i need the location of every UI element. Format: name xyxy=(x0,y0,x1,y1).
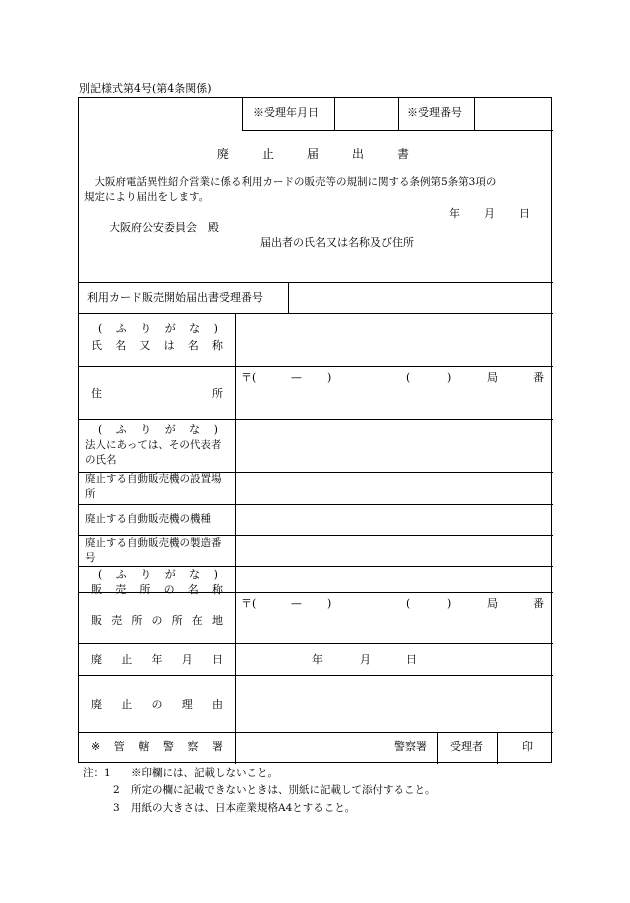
shop-phone-number: 番 xyxy=(533,597,544,610)
name-label: 氏 名 又 は 名 称 xyxy=(91,339,223,352)
model-label: 廃止する自動販売機の機種 xyxy=(85,513,211,525)
rule xyxy=(242,130,553,131)
rule xyxy=(79,366,553,367)
shop-name-label: 販 売 所 の 名 称 xyxy=(91,583,223,596)
submission-date-day: 日 xyxy=(519,207,530,220)
reason-label: 廃 止 の 理 由 xyxy=(91,698,223,711)
note-prefix: 注：1 xyxy=(83,767,111,779)
shop-phone-close: ) xyxy=(447,597,452,610)
shop-location-label: 販 売 所 の 所 在 地 xyxy=(91,614,223,627)
install-place-label: 廃止する自動販売機の設置場所 xyxy=(85,473,222,500)
note-1: ※印欄には、記載しないこと。 xyxy=(131,767,278,779)
note-3-number: 3 xyxy=(113,802,120,814)
reception-date-label: ※受理年月日 xyxy=(253,106,319,119)
postal-dash: — xyxy=(291,371,302,384)
rule xyxy=(79,643,553,644)
rule xyxy=(79,675,553,676)
phone-number: 番 xyxy=(533,371,544,384)
rule xyxy=(79,313,553,314)
rule xyxy=(334,98,335,130)
name-furigana-label: ( ふ り が な ) xyxy=(98,322,218,335)
addressee: 大阪府公安委員会 殿 xyxy=(109,221,219,234)
notifier-label: 届出者の氏名又は名称及び住所 xyxy=(260,236,414,249)
rule xyxy=(437,732,438,764)
receiver-label: 受理者 xyxy=(450,740,483,753)
start-number-label: 利用カード販売開始届出書受理番号 xyxy=(87,291,263,304)
shop-furigana-label: ( ふ り が な ) xyxy=(98,568,218,581)
phone-close: ) xyxy=(447,371,452,384)
rule xyxy=(79,732,553,733)
submission-date-month: 月 xyxy=(484,207,495,220)
shop-postal-close: ) xyxy=(327,597,332,610)
note-2-number: 2 xyxy=(113,784,120,796)
shop-phone-open: ( xyxy=(406,597,411,610)
note-3: 用紙の大きさは、日本産業規格A4とすること。 xyxy=(131,802,356,814)
postal-mark: 〒( xyxy=(241,371,257,384)
note-2: 所定の欄に記載できないときは、別紙に記載して添付すること。 xyxy=(131,784,436,796)
reception-number-label: ※受理番号 xyxy=(407,106,462,119)
phone-station: 局 xyxy=(487,371,498,384)
rule xyxy=(474,98,475,130)
rule xyxy=(79,419,553,420)
submission-date-year: 年 xyxy=(449,207,460,220)
rep-furigana-label: ( ふ り が な ) xyxy=(98,423,218,436)
form-title: 廃 止 届 出 書 xyxy=(217,147,409,161)
statement-line1: 大阪府電話異性紹介営業に係る利用カードの販売等の規制に関する条例第5条第3項の xyxy=(84,176,497,188)
rule xyxy=(79,566,553,567)
rule xyxy=(79,504,553,505)
phone-open: ( xyxy=(406,371,411,384)
rule xyxy=(235,313,236,764)
form-reference: 別記様式第4号(第4条関係) xyxy=(79,82,212,95)
abolish-date-month: 月 xyxy=(360,653,371,666)
address-label: 住 所 xyxy=(91,387,223,400)
postal-close: ) xyxy=(327,371,332,384)
abolish-date-label: 廃 止 年 月 日 xyxy=(91,653,223,666)
police-label: ※ 管 轄 警 察 署 xyxy=(91,740,223,753)
rule xyxy=(79,282,553,283)
serial-label: 廃止する自動販売機の製造番号 xyxy=(85,537,222,564)
rule xyxy=(497,732,498,764)
abolish-date-year: 年 xyxy=(312,653,323,666)
statement-line2: 規定により届出をします。 xyxy=(84,191,210,203)
seal-label: 印 xyxy=(522,740,533,753)
shop-phone-station: 局 xyxy=(487,597,498,610)
shop-postal-mark: 〒( xyxy=(241,597,257,610)
police-station-label: 警察署 xyxy=(394,740,427,753)
shop-postal-dash: — xyxy=(291,597,302,610)
rule xyxy=(242,98,243,130)
rule xyxy=(398,98,399,130)
abolish-date-day: 日 xyxy=(406,653,417,666)
rule xyxy=(288,282,289,313)
representative-label: 法人にあっては、その代表者の氏名 xyxy=(85,439,222,466)
